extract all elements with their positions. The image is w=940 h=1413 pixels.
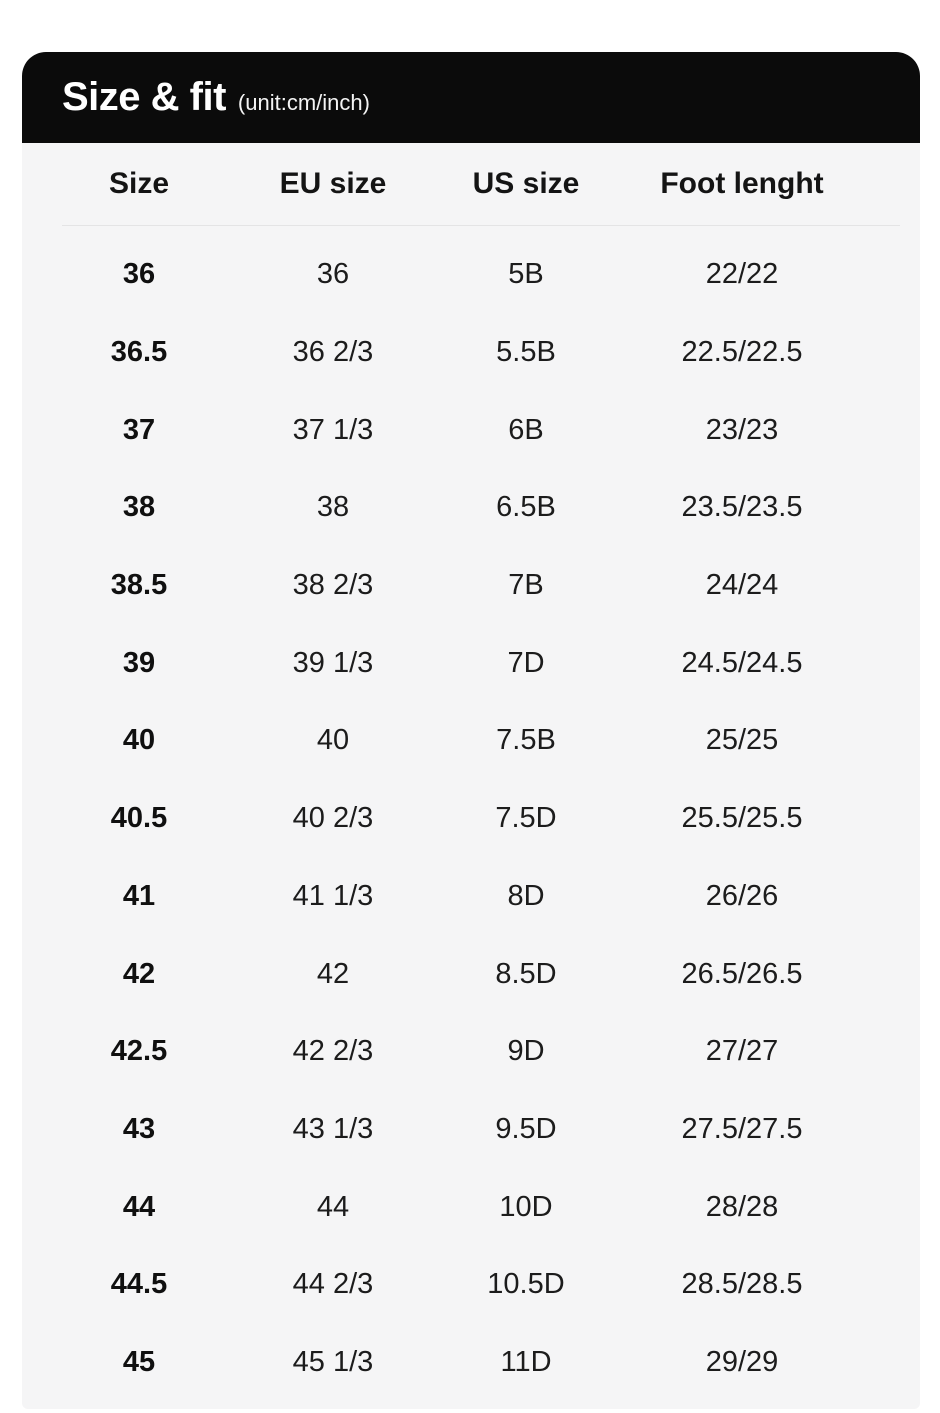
table-row <box>22 1324 920 1402</box>
cell-eu-size: 42 <box>316 957 350 990</box>
cell-foot-length: 26/26 <box>705 879 779 912</box>
cell-us-size: 8.5D <box>495 957 557 990</box>
cell-foot-length: 25.5/25.5 <box>681 802 803 835</box>
table-row <box>22 547 920 625</box>
table-row <box>22 858 920 936</box>
table-row <box>22 1013 920 1091</box>
cell-foot-length: 28/28 <box>705 1190 779 1223</box>
cell-size: 38 <box>122 491 156 524</box>
cell-us-size: 9D <box>507 1035 545 1068</box>
size-fit-header-bar <box>22 52 920 143</box>
cell-size: 42 <box>122 957 156 990</box>
cell-eu-size: 40 2/3 <box>292 802 374 835</box>
cell-foot-length: 23.5/23.5 <box>681 491 803 524</box>
cell-eu-size: 44 <box>316 1190 350 1223</box>
cell-eu-size: 36 2/3 <box>292 336 374 369</box>
cell-us-size: 7.5B <box>496 724 556 757</box>
column-header-us-size: US size <box>472 167 580 200</box>
cell-eu-size: 45 1/3 <box>292 1345 374 1378</box>
cell-eu-size: 38 2/3 <box>292 569 374 602</box>
cell-eu-size: 40 <box>316 724 350 757</box>
cell-eu-size: 36 <box>316 258 350 291</box>
unit-label: (unit:cm/inch) <box>237 90 370 115</box>
table-row <box>22 1246 920 1324</box>
table-row <box>22 314 920 392</box>
cell-size: 36 <box>122 258 156 291</box>
cell-us-size: 9.5D <box>495 1112 557 1145</box>
cell-foot-length: 26.5/26.5 <box>681 957 803 990</box>
cell-us-size: 7D <box>507 646 545 679</box>
cell-size: 40 <box>122 724 156 757</box>
cell-size: 36.5 <box>110 336 168 369</box>
cell-eu-size: 44 2/3 <box>292 1268 374 1301</box>
table-row <box>22 236 920 314</box>
table-row <box>22 780 920 858</box>
cell-foot-length: 24/24 <box>705 569 779 602</box>
cell-eu-size: 41 1/3 <box>292 879 374 912</box>
cell-us-size: 7B <box>508 569 544 602</box>
size-table <box>22 143 920 1409</box>
cell-us-size: 11D <box>500 1345 552 1378</box>
table-row <box>22 391 920 469</box>
cell-size: 42.5 <box>110 1035 168 1068</box>
column-header-foot-length: Foot lenght <box>660 167 824 200</box>
cell-us-size: 8D <box>507 879 545 912</box>
size-fit-header-inner <box>62 75 370 120</box>
cell-eu-size: 43 1/3 <box>292 1112 374 1145</box>
table-row <box>22 702 920 780</box>
table-row <box>22 1091 920 1169</box>
column-header-eu-size: EU size <box>279 167 387 200</box>
cell-foot-length: 27.5/27.5 <box>681 1112 803 1145</box>
cell-us-size: 10.5D <box>487 1268 565 1301</box>
table-row <box>22 935 920 1013</box>
cell-size: 39 <box>122 646 156 679</box>
cell-eu-size: 42 2/3 <box>292 1035 374 1068</box>
cell-us-size: 6.5B <box>496 491 556 524</box>
cell-us-size: 6B <box>508 413 544 446</box>
cell-size: 44 <box>122 1190 156 1223</box>
cell-size: 43 <box>122 1112 156 1145</box>
size-table-header-row <box>22 143 920 225</box>
table-row <box>22 469 920 547</box>
cell-foot-length: 27/27 <box>705 1035 779 1068</box>
cell-foot-length: 24.5/24.5 <box>681 646 803 679</box>
cell-size: 45 <box>122 1345 156 1378</box>
cell-eu-size: 38 <box>316 491 350 524</box>
table-row <box>22 1168 920 1246</box>
cell-foot-length: 23/23 <box>705 413 779 446</box>
cell-size: 37 <box>122 413 156 446</box>
cell-us-size: 5B <box>508 258 544 291</box>
cell-eu-size: 39 1/3 <box>292 646 374 679</box>
cell-foot-length: 22.5/22.5 <box>681 336 803 369</box>
cell-foot-length: 28.5/28.5 <box>681 1268 803 1301</box>
size-fit-title: Size & fit <box>62 75 226 119</box>
size-fit-card <box>22 52 920 1409</box>
cell-foot-length: 29/29 <box>705 1345 779 1378</box>
cell-us-size: 5.5B <box>496 336 556 369</box>
cell-foot-length: 25/25 <box>705 724 779 757</box>
size-table-body <box>22 226 920 1409</box>
cell-us-size: 10D <box>499 1190 553 1223</box>
cell-eu-size: 37 1/3 <box>292 413 374 446</box>
column-header-size: Size <box>108 167 170 200</box>
cell-size: 41 <box>122 879 156 912</box>
table-row <box>22 624 920 702</box>
cell-us-size: 7.5D <box>495 802 557 835</box>
cell-size: 44.5 <box>110 1268 168 1301</box>
cell-foot-length: 22/22 <box>705 258 779 291</box>
cell-size: 40.5 <box>110 802 168 835</box>
cell-size: 38.5 <box>110 569 168 602</box>
